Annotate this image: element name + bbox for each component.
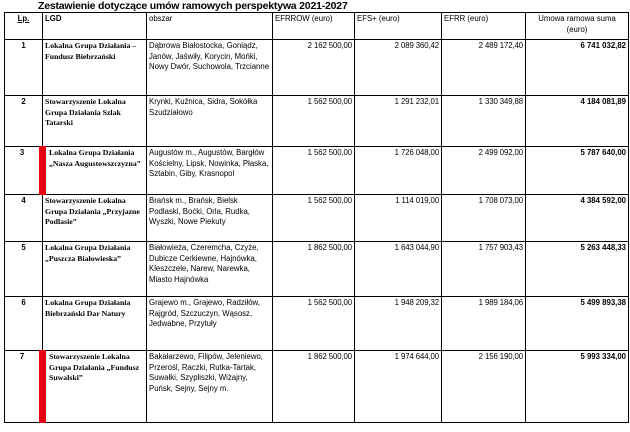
- row-lp: 5: [5, 242, 43, 297]
- row-lp: 1: [5, 40, 43, 96]
- row-obszar: Dąbrowa Białostocka, Goniądz, Janów, Jaświły, Korycin, Mońki, Nowy Dwór, Suchowola, Trzcianne: [147, 40, 273, 96]
- row-lp: 3: [5, 147, 43, 195]
- row-obszar: Grajewo m., Grajewo, Radziłów, Rajgród, Szczuczyn, Wąsosz, Jedwabne, Przytuły: [147, 297, 273, 351]
- row-efs: 1 948 209,32: [355, 297, 442, 351]
- header-efrr: EFRR (euro): [442, 13, 526, 40]
- row-efrrow: 1 862 500,00: [273, 351, 355, 423]
- header-obszar: obszar: [147, 13, 273, 40]
- row-efrrow: 1 562 500,00: [273, 96, 355, 147]
- table-row: [5, 242, 629, 297]
- table-row: [5, 195, 629, 242]
- header-umowa: Umowa ramowa suma (euro): [526, 13, 629, 40]
- header-lp: Lp.: [5, 13, 43, 40]
- header-efs: EFS+ (euro): [355, 13, 442, 40]
- summary-table: [4, 12, 629, 423]
- row-umowa: 5 263 448,33: [526, 242, 629, 297]
- row-umowa: 6 741 032,82: [526, 40, 629, 96]
- row-lgd: Lokalna Grupa Działania „Nasza Augustowszczyzna”: [43, 147, 147, 195]
- row-lgd: Stowarzyszenie Lokalna Grupa Działania „Fundusz Suwalski”: [43, 351, 147, 423]
- row-lp: 6: [5, 297, 43, 351]
- row-efrr: 1 708 073,00: [442, 195, 526, 242]
- row-efrrow: 1 562 500,00: [273, 297, 355, 351]
- row-efrr: 2 156 190,00: [442, 351, 526, 423]
- row-obszar: Krynki, Kuźnica, Sidra, Sokółka Szudziałowo: [147, 96, 273, 147]
- row-efrrow: 1 862 500,00: [273, 242, 355, 297]
- row-efs: 1 114 019,00: [355, 195, 442, 242]
- row-obszar: Augustów m., Augustów, Bargłów Kościelny, Lipsk, Nowinka, Płaska, Sztabin, Giby, Krasnopol: [147, 147, 273, 195]
- row-efrr: 1 757 903,43: [442, 242, 526, 297]
- table-row: [5, 351, 629, 423]
- row-lgd: Lokalna Grupa Działania Biebrzański Dar Natury: [43, 297, 147, 351]
- row-lp: 4: [5, 195, 43, 242]
- row-umowa: 5 499 893,38: [526, 297, 629, 351]
- row-obszar: Białowieża, Czeremcha, Czyże, Dubicze Cerkiewne, Hajnówka, Kleszczele, Narew, Narewka, Miasto Hajnówka: [147, 242, 273, 297]
- row-umowa: 5 787 640,00: [526, 147, 629, 195]
- header-efrrow: EFRROW (euro): [273, 13, 355, 40]
- row-lgd: Lokalna Grupa Działania „Puszcza Białowieska”: [43, 242, 147, 297]
- row-efs: 1 643 044,90: [355, 242, 442, 297]
- row-lgd: Lokalna Grupa Działania – Fundusz Biebrzański: [43, 40, 147, 96]
- row-efrr: 2 489 172,40: [442, 40, 526, 96]
- row-lgd: Stowarzyszenie Lokalna Grupa Działania „Przyjazne Podlasie”: [43, 195, 147, 242]
- row-lp: 7: [5, 351, 43, 423]
- row-efrr: 1 330 349,88: [442, 96, 526, 147]
- page-title: Zestawienie dotyczące umów ramowych perspektywa 2021-2027: [38, 0, 348, 12]
- row-efrr: 2 499 092,00: [442, 147, 526, 195]
- row-obszar: Brańsk m., Brańsk, Bielsk Podlaski, Boćki, Orla, Rudka, Wyszki, Nowe Piekuty: [147, 195, 273, 242]
- row-efs: 1 726 048,00: [355, 147, 442, 195]
- table-row: [5, 96, 629, 147]
- row-efrr: 1 989 184,06: [442, 297, 526, 351]
- header-lgd: LGD: [43, 13, 147, 40]
- row-lp: 2: [5, 96, 43, 147]
- row-efrrow: 1 562 500,00: [273, 195, 355, 242]
- row-efrrow: 2 162 500,00: [273, 40, 355, 96]
- row-lgd: Stowarzyszenie Lokalna Grupa Działania Szlak Tatarski: [43, 96, 147, 147]
- row-obszar: Bakałarzewo, Filipów, Jeleniewo, Przerośl, Raczki, Rutka-Tartak, Suwałki, Szypliszki, Wiżajny, Puńsk, Sejny, Sejny m.: [147, 351, 273, 423]
- row-umowa: 4 184 081,89: [526, 96, 629, 147]
- row-efs: 1 291 232,01: [355, 96, 442, 147]
- table-row: [5, 297, 629, 351]
- row-efrrow: 1 562 500,00: [273, 147, 355, 195]
- table-row: [5, 40, 629, 96]
- row-umowa: 4 384 592,00: [526, 195, 629, 242]
- row-efs: 1 974 644,00: [355, 351, 442, 423]
- header-row: [5, 13, 629, 40]
- table-row: [5, 147, 629, 195]
- row-efs: 2 089 360,42: [355, 40, 442, 96]
- row-umowa: 5 993 334,00: [526, 351, 629, 423]
